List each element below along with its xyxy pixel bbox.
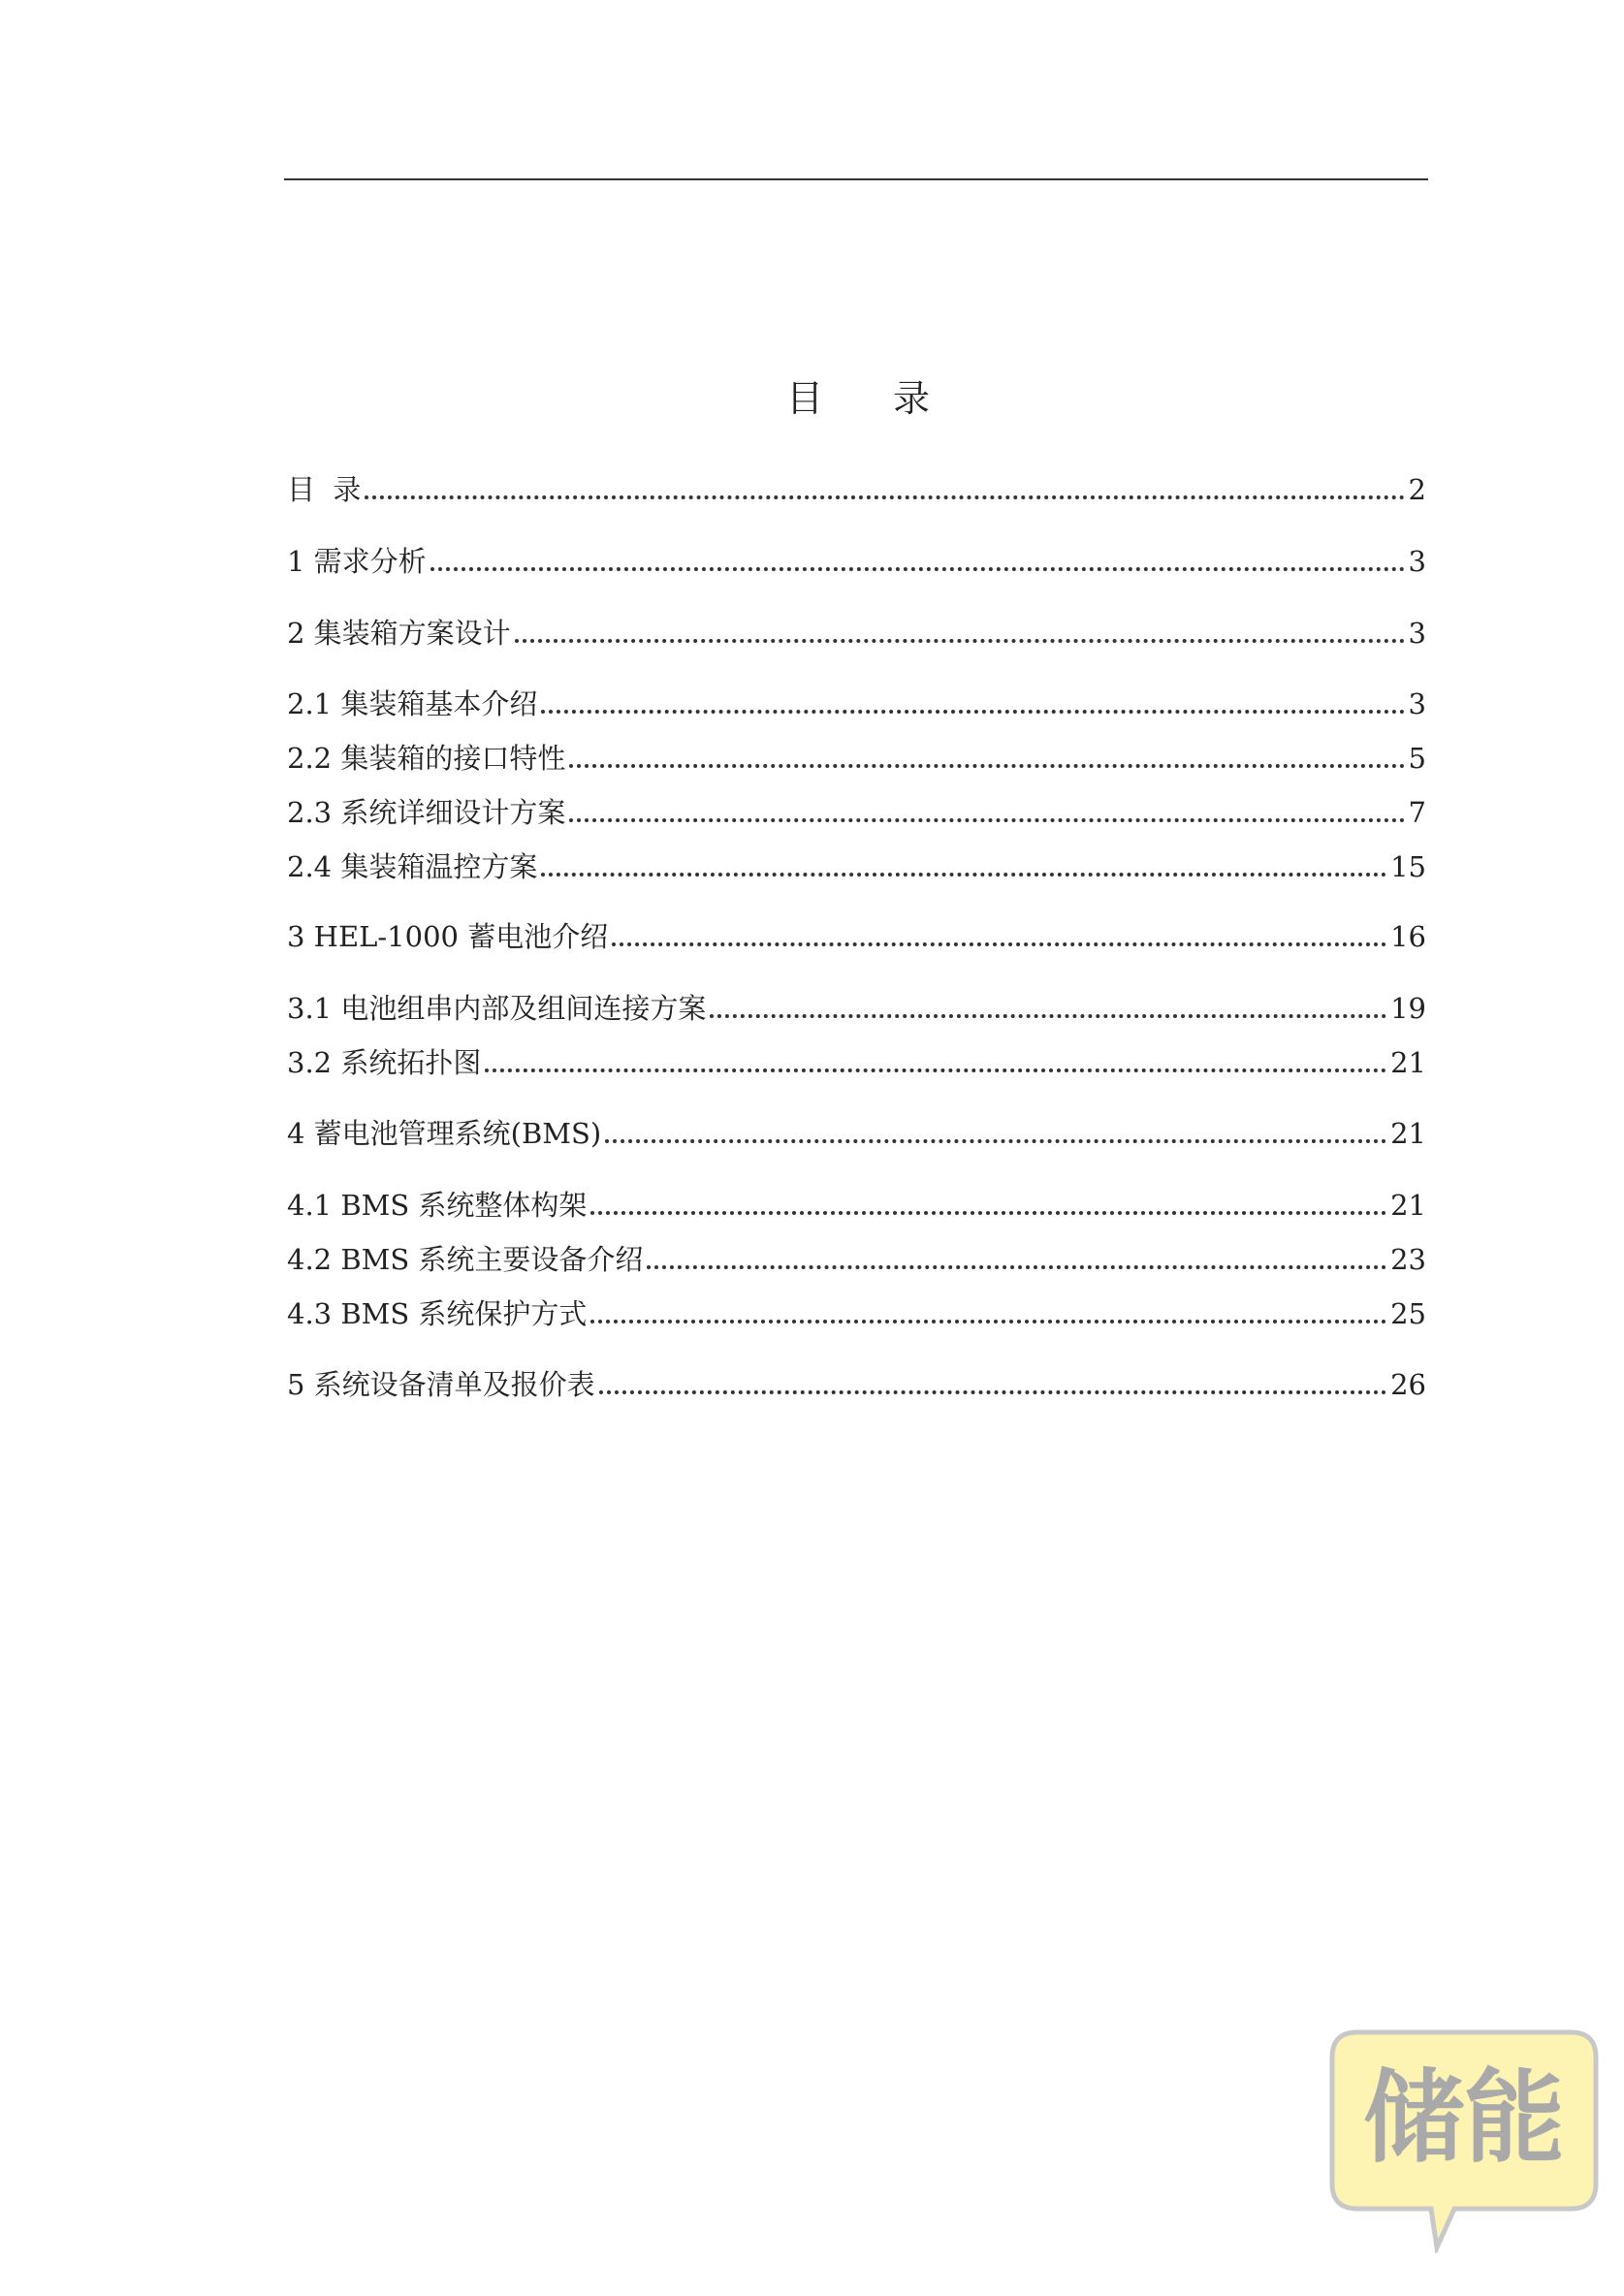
toc-entry-label: 4.2 BMS 系统主要设备介绍: [287, 1243, 644, 1276]
toc-entry[interactable]: [287, 1240, 1426, 1279]
toc-entry[interactable]: [287, 542, 1426, 581]
toc-entry[interactable]: [287, 739, 1426, 778]
toc-entry-label: 2.2 集装箱的接口特性: [287, 742, 566, 775]
toc-dot-leader: [515, 639, 1405, 643]
toc-entry-page: 21: [1390, 1189, 1426, 1222]
toc-dot-leader: [605, 1139, 1386, 1143]
toc-dot-leader: [569, 818, 1404, 822]
toc-entry[interactable]: [287, 1043, 1426, 1082]
toc-entry-label: 4.3 BMS 系统保护方式: [287, 1297, 588, 1330]
toc-entry[interactable]: [287, 1294, 1426, 1333]
toc-entry-page: 19: [1390, 992, 1426, 1025]
toc-entry[interactable]: [287, 685, 1426, 723]
toc-entry-label: 3.2 系统拓扑图: [287, 1046, 482, 1079]
toc-entry-page: 21: [1390, 1046, 1426, 1079]
toc-entry[interactable]: [287, 793, 1426, 832]
toc-entry-label: 2.3 系统详细设计方案: [287, 796, 566, 829]
toc-entry-label: 4 蓄电池管理系统(BMS): [287, 1117, 602, 1150]
toc-entry[interactable]: [287, 1365, 1426, 1404]
toc-entry[interactable]: [287, 847, 1426, 886]
toc-entry-page: 7: [1408, 796, 1426, 829]
toc-entry-page: 3: [1408, 545, 1426, 578]
toc-dot-leader: [430, 567, 1405, 571]
toc-entry-label: 目 录: [287, 473, 362, 506]
toc-entry-page: 15: [1390, 850, 1426, 883]
toc-dot-leader: [612, 942, 1386, 946]
toc-entry-page: 3: [1408, 617, 1426, 650]
toc-entry-page: 21: [1390, 1117, 1426, 1150]
toc-dot-leader: [485, 1068, 1386, 1072]
toc-entry-label: 5 系统设备清单及报价表: [287, 1368, 595, 1401]
toc-dot-leader: [541, 873, 1386, 877]
watermark-text: 储能: [1362, 2058, 1566, 2177]
toc-entry-label: 2.1 集装箱基本介绍: [287, 687, 538, 720]
toc-entry-page: 16: [1390, 920, 1426, 953]
toc-entry[interactable]: [287, 1114, 1426, 1153]
toc-dot-leader: [647, 1265, 1386, 1269]
toc-heading: 目 录: [785, 377, 960, 420]
toc-entry[interactable]: [287, 614, 1426, 653]
toc-dot-leader: [590, 1211, 1386, 1215]
toc-entry-label: 4.1 BMS 系统整体构架: [287, 1189, 588, 1222]
watermark-logo: [1328, 2028, 1600, 2253]
toc-entry-page: 25: [1390, 1297, 1426, 1330]
toc-entry-label: 3.1 电池组串内部及组间连接方案: [287, 992, 707, 1025]
toc-entry[interactable]: [287, 989, 1426, 1028]
toc-dot-leader: [599, 1390, 1386, 1394]
toc-entry[interactable]: [287, 1186, 1426, 1225]
toc-entry-page: 5: [1408, 742, 1426, 775]
toc-dot-leader: [590, 1320, 1386, 1323]
toc-dot-leader: [710, 1014, 1386, 1018]
toc-entry-page: 3: [1408, 687, 1426, 720]
toc-entry-label: 2 集装箱方案设计: [287, 617, 511, 650]
toc-dot-leader: [569, 764, 1404, 768]
toc-entry-page: 23: [1390, 1243, 1426, 1276]
toc-entry-label: 3 HEL-1000 蓄电池介绍: [287, 920, 609, 953]
toc-dot-leader: [365, 495, 1404, 499]
toc-entry-label: 1 需求分析: [287, 545, 427, 578]
toc-entry-label: 2.4 集装箱温控方案: [287, 850, 538, 883]
toc-entry[interactable]: [287, 917, 1426, 956]
toc-entry-page: 2: [1408, 473, 1426, 506]
toc-entry[interactable]: [287, 470, 1426, 509]
toc-dot-leader: [541, 710, 1404, 714]
toc-entry-page: 26: [1390, 1368, 1426, 1401]
header-rule: [284, 178, 1428, 180]
